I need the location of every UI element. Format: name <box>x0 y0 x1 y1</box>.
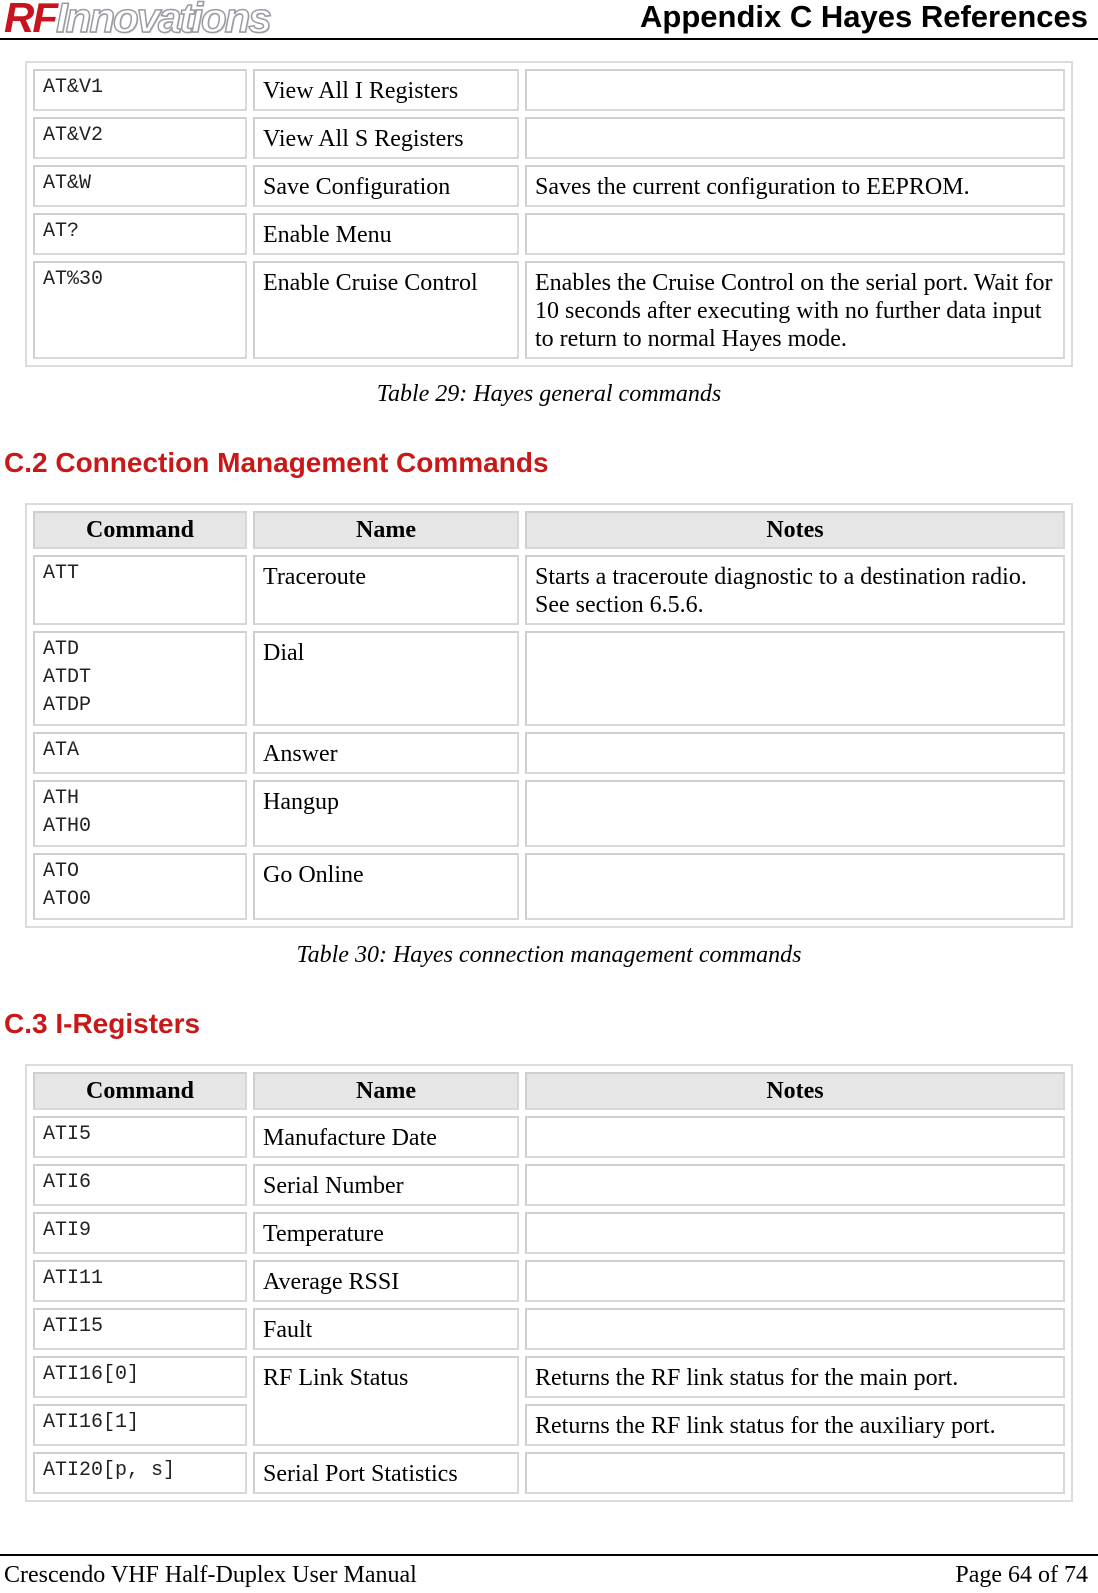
table-29-caption: Table 29: Hayes general commands <box>376 381 722 407</box>
notes-cell: Returns the RF link status for the auxiliary port. <box>525 1404 1065 1446</box>
section-heading-c3: C.3 I-Registers <box>4 1008 201 1039</box>
command-cell: ATI15 <box>33 1308 247 1350</box>
notes-cell <box>525 1116 1065 1158</box>
name-cell: View All S Registers <box>253 117 519 159</box>
name-cell: Fault <box>253 1308 519 1350</box>
command-cell: ATI5 <box>33 1116 247 1158</box>
command-cell: ATT <box>33 555 247 625</box>
header-command: Command <box>33 511 247 549</box>
command-cell: ATI11 <box>33 1260 247 1302</box>
table-row <box>33 780 1065 847</box>
notes-cell <box>525 732 1065 774</box>
header-command: Command <box>33 1072 247 1110</box>
table-row <box>33 1308 1065 1350</box>
notes-cell <box>525 1452 1065 1494</box>
company-logo <box>4 0 270 42</box>
command-cell: ATI16[0] <box>33 1356 247 1398</box>
command-cell: AT&W <box>33 165 247 207</box>
header-name: Name <box>253 511 519 549</box>
name-cell: Save Configuration <box>253 165 519 207</box>
command-cell: AT%30 <box>33 261 247 359</box>
command-cell: ATD ATDT ATDP <box>33 631 247 726</box>
table-row <box>33 1260 1065 1302</box>
notes-cell <box>525 1260 1065 1302</box>
table-row <box>33 261 1065 359</box>
command-cell: ATH ATH0 <box>33 780 247 847</box>
command-cell: ATI9 <box>33 1212 247 1254</box>
table-30-connection-commands <box>25 503 1073 928</box>
command-cell: AT&V2 <box>33 117 247 159</box>
name-cell: Serial Port Statistics <box>253 1452 519 1494</box>
name-cell: Average RSSI <box>253 1260 519 1302</box>
notes-cell <box>525 631 1065 726</box>
name-cell: Temperature <box>253 1212 519 1254</box>
table-29-general-commands <box>25 61 1073 367</box>
notes-cell <box>525 69 1065 111</box>
name-cell: Answer <box>253 732 519 774</box>
table-row <box>33 1356 1065 1398</box>
command-cell: ATO ATO0 <box>33 853 247 920</box>
command-cell: ATI16[1] <box>33 1404 247 1446</box>
table-row <box>33 165 1065 207</box>
table-row <box>33 69 1065 111</box>
name-cell: Traceroute <box>253 555 519 625</box>
command-cell: AT? <box>33 213 247 255</box>
appendix-title: Appendix C Hayes References <box>640 0 1088 34</box>
name-cell: Go Online <box>253 853 519 920</box>
logo-rf-text: RF <box>4 0 56 41</box>
page-header <box>0 0 1098 40</box>
table-row <box>33 555 1065 625</box>
name-cell: Enable Cruise Control <box>253 261 519 359</box>
table-row <box>33 631 1065 726</box>
table-30-caption: Table 30: Hayes connection management commands <box>296 942 802 968</box>
table-31-i-registers <box>25 1064 1073 1502</box>
name-cell: Dial <box>253 631 519 726</box>
header-notes: Notes <box>525 511 1065 549</box>
notes-cell <box>525 1308 1065 1350</box>
notes-cell <box>525 213 1065 255</box>
command-cell: ATI6 <box>33 1164 247 1206</box>
notes-cell: Returns the RF link status for the main port. <box>525 1356 1065 1398</box>
name-cell: Hangup <box>253 780 519 847</box>
notes-cell: Starts a traceroute diagnostic to a destination radio. See section 6.5.6. <box>525 555 1065 625</box>
table-row <box>33 732 1065 774</box>
notes-cell <box>525 1164 1065 1206</box>
notes-cell <box>525 853 1065 920</box>
notes-cell <box>525 780 1065 847</box>
notes-cell <box>525 1212 1065 1254</box>
name-cell: RF Link Status <box>253 1356 519 1446</box>
name-cell: Serial Number <box>253 1164 519 1206</box>
section-heading-c2: C.2 Connection Management Commands <box>4 447 549 478</box>
table-row <box>33 1116 1065 1158</box>
header-notes: Notes <box>525 1072 1065 1110</box>
logo-innovations-text: Innovations <box>56 0 270 41</box>
name-cell: View All I Registers <box>253 69 519 111</box>
notes-cell: Saves the current configuration to EEPROM. <box>525 165 1065 207</box>
command-cell: ATA <box>33 732 247 774</box>
footer-manual-title: Crescendo VHF Half-Duplex User Manual <box>4 1562 417 1588</box>
name-cell: Manufacture Date <box>253 1116 519 1158</box>
notes-cell: Enables the Cruise Control on the serial port. Wait for 10 seconds after executing with no further data input to return to normal Hayes mode. <box>525 261 1065 359</box>
command-cell: ATI20[p, s] <box>33 1452 247 1494</box>
table-row <box>33 1452 1065 1494</box>
table-row <box>33 1164 1065 1206</box>
table-row <box>33 1212 1065 1254</box>
table-row <box>33 117 1065 159</box>
notes-cell <box>525 117 1065 159</box>
page-footer <box>0 1554 1098 1593</box>
table-row <box>33 853 1065 920</box>
footer-page-number: Page 64 of 74 <box>955 1562 1088 1588</box>
command-cell: AT&V1 <box>33 69 247 111</box>
name-cell: Enable Menu <box>253 213 519 255</box>
table-row <box>33 1404 1065 1446</box>
table-row <box>33 213 1065 255</box>
header-name: Name <box>253 1072 519 1110</box>
